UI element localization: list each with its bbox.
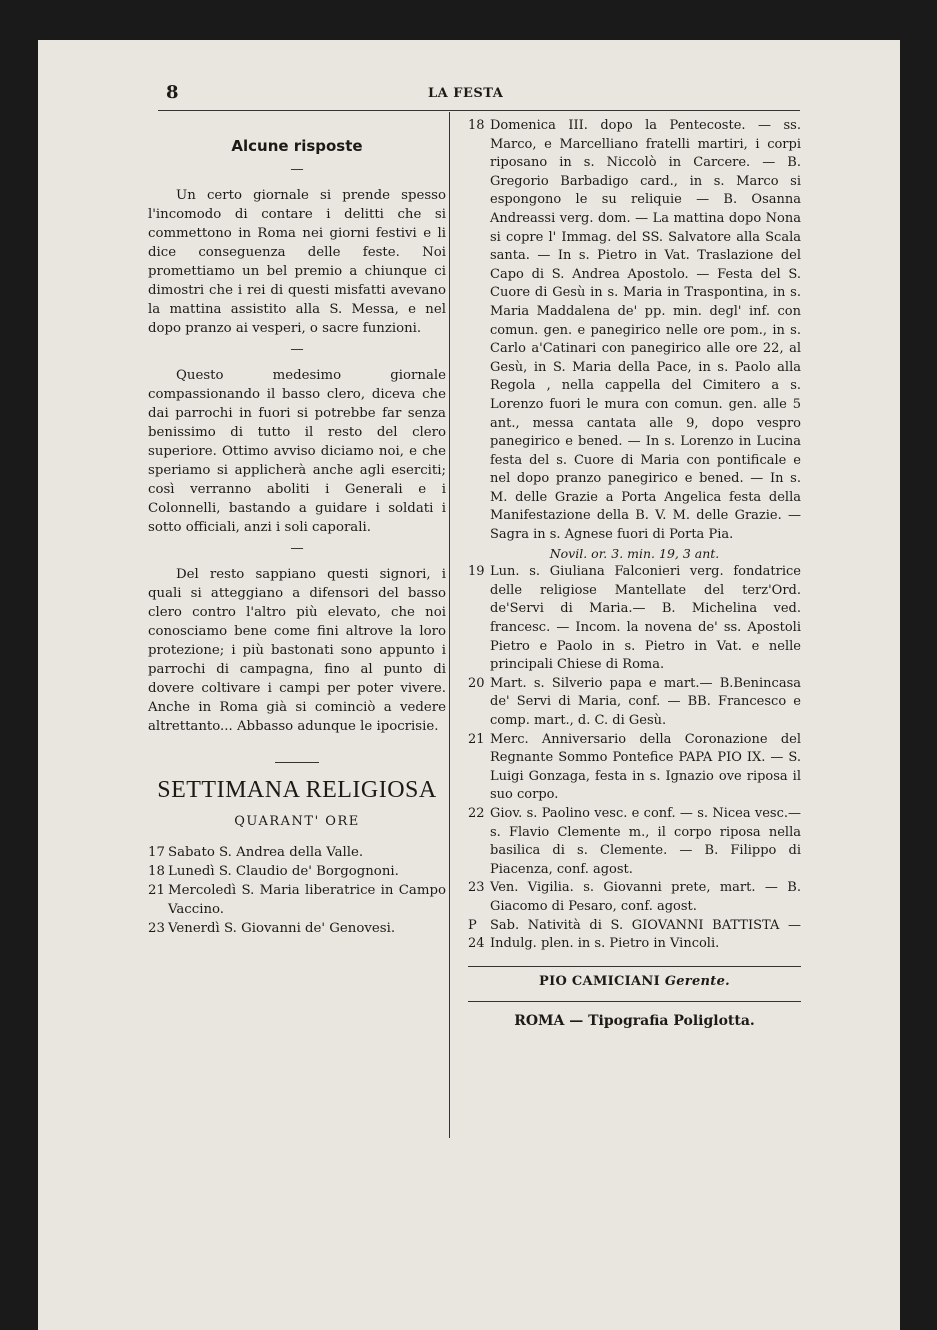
entry-text: Domenica III. dopo la Pentecoste. — ss. Marco, e Marcelliano fratelli martiri, i corpi riposano in s. Niccolò in Carcere. — B. Gregorio Barbadigo card., in s. Marco si espongono le su reliquie — B. Osanna Andreassi verg. dom. — La mattina dopo Nona si copre l' Immag. del SS. Salvatore alla Scala santa. — In s. Pietro in Vat. Traslazione del Capo di S. Andrea Apostolo. — Festa del S. Cuore di Gesù in s. Maria in Traspontina, in s. Maria Maddalena de' pp. min. degl' inf. con comun. gen. e panegirico nelle ore pom., in s. Carlo a'Catinari con panegirico alle ore 22, al Gesù, in S. Maria della Pace, in s. Paolo alla Regola , nella cappella del Cimitero a s. Lorenzo fuori le mura con comun. gen. alle 5 ant., messa cantata alle 9, dopo vespro panegirico e bened. — In s. Lorenzo in Lucina festa del s. Cuore di Maria con pontificale e nel dopo pranzo panegirico e bened. — In s. M. delle Grazie a Porta Angelica festa della Manifestazione della B. V. M. delle Grazie. — Sagra in s. Agnese fuori di Porta Pia. [490, 118, 801, 543]
calendar-entry [468, 675, 801, 731]
list-item [148, 862, 446, 881]
entry-day: 22 [468, 805, 485, 821]
signature-rule [468, 966, 801, 967]
list-text: Mercoledì S. Maria liberatrice in Campo Vaccino. [168, 883, 446, 917]
quarant-ore-list [148, 843, 446, 938]
entry-text: Giov. s. Paolino vesc. e conf. — s. Nicea vesc.— s. Flavio Clemente m., il corpo riposa nella basilica di s. Clemente. — B. Filippo di Piacenza, conf. agost. [490, 805, 801, 877]
calendar-entry [468, 805, 801, 879]
right-column [468, 117, 801, 1031]
entry-day: 19 [468, 564, 485, 580]
list-day: 23 [148, 921, 165, 936]
calendar-entry [468, 731, 801, 805]
dash-separator: — [290, 541, 304, 556]
printer-rule [468, 1001, 801, 1002]
section-title: SETTIMANA RELIGIOSA [157, 777, 437, 803]
signature [468, 973, 801, 992]
list-day: 17 [148, 845, 165, 860]
list-day: 21 [148, 883, 165, 898]
page-number: 8 [166, 82, 179, 103]
left-column [148, 125, 446, 938]
article-paragraph: Del resto sappiano questi signori, i quali si atteggiano a difensori del basso clero contro l'altro più elevato, che noi conosciamo bene come fini altrove la loro protezione; i più bastonati sono appunto i parrochi di campagna, fino al punto di dovere coltivare i campi per poter vivere. Anche in Roma già si cominciò a vedere altrettanto... Abbasso adunque le ipocrisie. [148, 567, 446, 734]
entry-text: Sab. Natività di S. GIOVANNI BATTISTA — Indulg. plen. in s. Pietro in Vincoli. [490, 917, 801, 952]
calendar-entry [468, 563, 801, 675]
moon-phase-note: Novil. or. 3. min. 19, 3 ant. [549, 545, 720, 561]
calendar-entry [468, 917, 801, 954]
column-rule [449, 112, 450, 1138]
entry-day: 20 [468, 675, 485, 691]
entry-day: 18 [468, 118, 485, 133]
calendar-entry [468, 117, 801, 545]
article-paragraph: Questo medesimo giornale compassionando il basso clero, diceva che dai parrochi in fuori si potrebbe far senza benissimo di tutto il resto del clero superiore. Ottimo avviso diciamo noi, e che speriamo si applicherà anche agli eserciti; così verranno aboliti i Generali e i Colonnelli, bastando a guidare i soldati i sotto officiali, anzi i soli caporali. [148, 368, 446, 535]
list-text: Venerdì S. Giovanni de' Genovesi. [168, 921, 396, 936]
printer-line: ROMA — Tipografia Poliglotta. [514, 1013, 755, 1030]
calendar-entry [468, 879, 801, 916]
page-header [160, 82, 800, 108]
dash-separator: — [290, 162, 304, 177]
list-text: Sabato S. Andrea della Valle. [168, 845, 364, 860]
dash-separator: — [290, 342, 304, 357]
running-title: LA FESTA [428, 86, 504, 101]
entry-text: Mart. s. Silverio papa e mart.— B.Benincasa de' Servi di Maria, conf. — BB. Francesco e comp. mart., d. C. di Gesù. [490, 675, 801, 728]
entry-text: Ven. Vigilia. s. Giovanni prete, mart. — B. Giacomo di Pesaro, conf. agost. [490, 880, 801, 914]
header-rule [158, 110, 800, 111]
entry-day: 21 [468, 731, 485, 747]
list-day: 18 [148, 864, 165, 879]
list-item [148, 919, 446, 938]
entry-text: Merc. Anniversario della Coronazione del Regnante Sommo Pontefice PAPA PIO IX. — S. Luigi Gonzaga, festa in s. Ignazio ove riposa il suo corpo. [490, 731, 801, 803]
entry-text: Lun. s. Giuliana Falconieri verg. fondatrice delle religiose Mantellate del terz'Ord. de'Servi di Maria.— B. Michelina ved. francesc. — Incom. la novena de' ss. Apostoli Pietro e Paolo in s. Pietro in Vat. e nelle principali Chiese di Roma. [490, 564, 801, 673]
signature-role: Gerente. [664, 973, 730, 989]
signature-name: PIO CAMICIANI [539, 973, 660, 989]
section-divider [148, 762, 446, 763]
list-item [148, 881, 446, 919]
entry-day: P 24 [468, 917, 485, 952]
subsection-title: QUARANT' ORE [234, 814, 360, 829]
entry-day: 23 [468, 880, 485, 896]
article-title: Alcune risposte [231, 137, 363, 155]
list-item [148, 843, 446, 862]
article-paragraph: Un certo giornale si prende spesso l'incomodo di contare i delitti che si commettono in Roma nei giorni festivi e li dice conseguenza delle feste. Noi promettiamo un bel premio a chiunque ci dimostri che i rei di questi misfatti avevano la mattina assistito alla S. Messa, e nel dopo pranzo ai vesperi, o sacre funzioni. [148, 188, 446, 336]
list-text: Lunedì S. Claudio de' Borgognoni. [168, 864, 399, 879]
